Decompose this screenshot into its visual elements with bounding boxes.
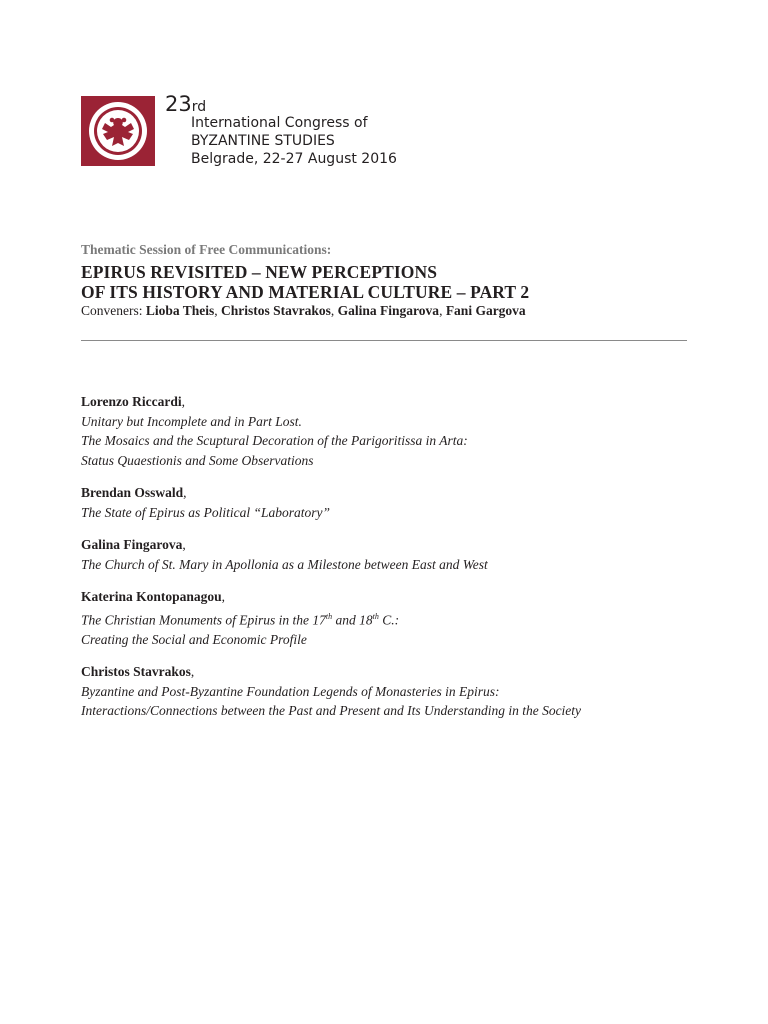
congress-line-3: Belgrade, 22-27 August 2016 xyxy=(191,151,397,167)
talk-item xyxy=(81,662,701,721)
talk-title-line: The Christian Monuments of Epirus in the 17th and 18th C.: xyxy=(81,611,400,627)
double-headed-eagle-icon xyxy=(81,96,155,166)
conveners: Conveners: Lioba Theis, Christos Stavrakos, Galina Fingarova, Fani Gargova xyxy=(81,303,526,318)
talk-author: Lorenzo Riccardi, xyxy=(81,394,185,409)
session-title-line-2: OF ITS HISTORY AND MATERIAL CULTURE – PART 2 xyxy=(81,282,530,302)
talk-author: Galina Fingarova, xyxy=(81,537,186,552)
convener-name: Christos Stavrakos xyxy=(221,303,331,318)
talk-item xyxy=(81,587,701,649)
session-kicker: Thematic Session of Free Communications: xyxy=(81,242,332,257)
congress-header xyxy=(81,92,481,167)
convener-name: Fani Gargova xyxy=(445,303,526,318)
talk-title-line: Interactions/Connections between the Past and Present and Its Understanding in the Society xyxy=(81,703,582,718)
talk-list xyxy=(81,392,701,734)
talk-author: Christos Stavrakos, xyxy=(81,664,195,679)
talk-item xyxy=(81,535,701,574)
talk-title-line: The Mosaics and the Scuptural Decoration of the Parigoritissa in Arta: xyxy=(81,433,468,448)
talk-author: Brendan Osswald, xyxy=(81,485,187,500)
talk-item xyxy=(81,483,701,522)
talk-title-line: Status Quaestionis and Some Observations xyxy=(81,452,314,468)
session-title-line-1: EPIRUS REVISITED – NEW PERCEPTIONS xyxy=(81,262,438,282)
congress-number: 23rd xyxy=(165,92,207,116)
talk-title-line: Byzantine and Post-Byzantine Foundation Legends of Monasteries in Epirus: xyxy=(81,683,500,699)
divider xyxy=(81,340,687,341)
talk-author: Katerina Kontopanagou, xyxy=(81,589,226,604)
congress-line-1: International Congress of xyxy=(191,115,368,131)
session-heading xyxy=(81,242,701,319)
talk-title-line: Creating the Social and Economic Profile xyxy=(81,631,307,647)
talk-title-line: The State of Epirus as Political “Laboratory” xyxy=(81,504,331,520)
talk-item xyxy=(81,392,701,470)
congress-line-2: BYZANTINE STUDIES xyxy=(191,133,335,149)
convener-name: Lioba Theis xyxy=(145,303,215,318)
congress-title xyxy=(191,114,397,168)
conveners-label: Conveners: xyxy=(81,303,143,318)
talk-title-line: Unitary but Incomplete and in Part Lost. xyxy=(81,413,302,429)
convener-name: Galina Fingarova xyxy=(337,303,440,318)
talk-title-line: The Church of St. Mary in Apollonia as a Milestone between East and West xyxy=(81,556,488,572)
